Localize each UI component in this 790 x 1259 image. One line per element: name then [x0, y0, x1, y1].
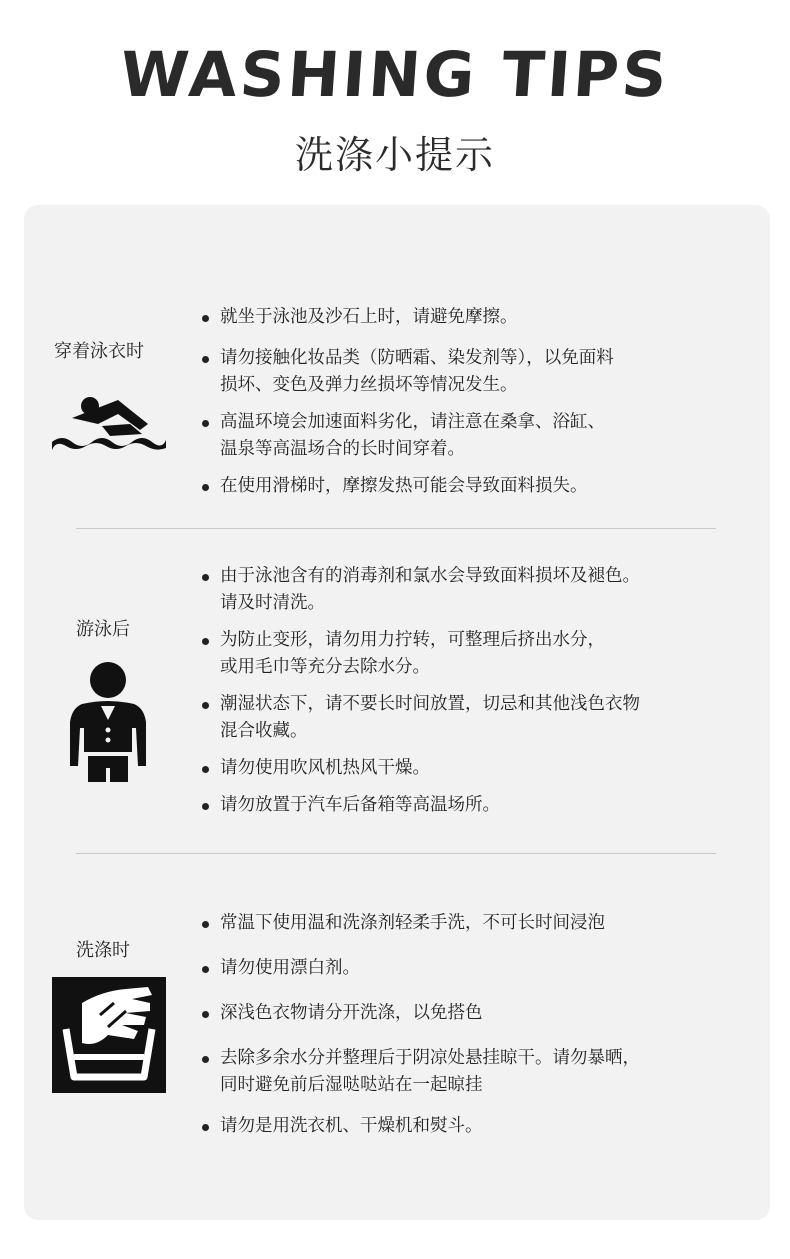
list-item: 为防止变形，请勿用力拧转，可整理后挤出水分， 或用毛巾等充分去除水分。 — [200, 627, 740, 681]
list-item: 常温下使用温和洗涤剂轻柔手洗，不可长时间浸泡 — [200, 910, 740, 937]
list-item: 请勿使用吹风机热风干燥。 — [200, 755, 740, 782]
hand-wash-icon — [52, 977, 166, 1097]
list-item: 潮湿状态下，请不要长时间放置，切忌和其他浅色衣物 混合收藏。 — [200, 691, 740, 745]
list-item: 由于泳池含有的消毒剂和氯水会导致面料损坏及褪色。 请及时清洗。 — [200, 563, 740, 617]
section-list-after-swim — [200, 563, 740, 819]
section-divider — [76, 853, 716, 854]
list-item: 请勿使用漂白剂。 — [200, 955, 740, 982]
person-icon — [68, 662, 148, 788]
list-item: 高温环境会加速面料劣化，请注意在桑拿、浴缸、 温泉等高温场合的长时间穿着。 — [200, 409, 740, 463]
section-label-after-swim: 游泳后 — [76, 619, 130, 640]
list-item: 请勿放置于汽车后备箱等高温场所。 — [200, 792, 740, 819]
section-label-washing: 洗涤时 — [76, 940, 130, 961]
list-item: 去除多余水分并整理后于阴凉处悬挂晾干。请勿暴晒， 同时避免前后湿哒哒站在一起晾挂 — [200, 1045, 740, 1099]
section-label-wearing: 穿着泳衣时 — [54, 341, 144, 362]
section-divider — [76, 528, 716, 529]
swimmer-icon — [50, 390, 168, 460]
list-item: 就坐于泳池及沙石上时，请避免摩擦。 — [200, 304, 740, 331]
section-list-washing — [200, 910, 740, 1140]
list-item: 在使用滑梯时，摩擦发热可能会导致面料损失。 — [200, 473, 740, 500]
list-item: 请勿接触化妆品类（防晒霜、染发剂等），以免面料 损坏、变色及弹力丝损坏等情况发生。 — [200, 345, 740, 399]
page-title: WASHING TIPS — [117, 38, 673, 111]
list-item: 请勿是用洗衣机、干燥机和熨斗。 — [200, 1113, 740, 1140]
list-item: 深浅色衣物请分开洗涤，以免搭色 — [200, 1000, 740, 1027]
page-subtitle: 洗涤小提示 — [294, 133, 495, 177]
section-list-wearing — [200, 304, 740, 500]
